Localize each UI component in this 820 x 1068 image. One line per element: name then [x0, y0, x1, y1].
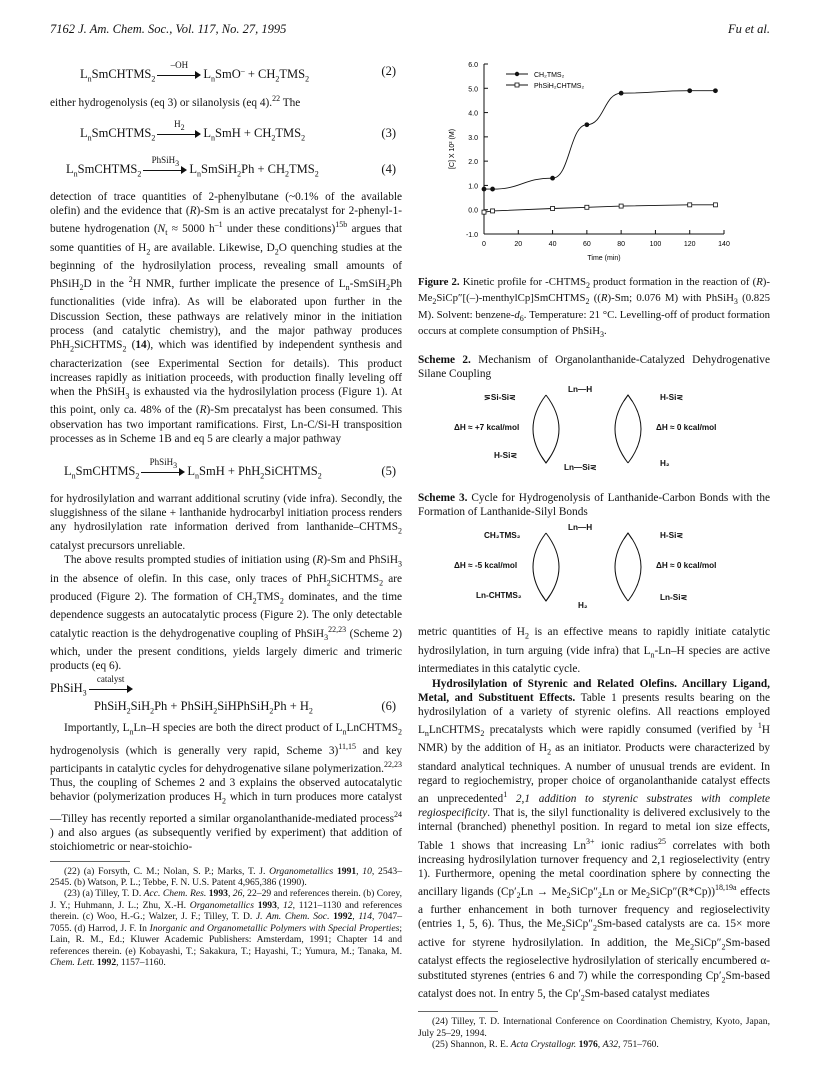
figure-2-chart — [418, 54, 770, 272]
series-ch2tms2-point — [584, 122, 589, 127]
y-tick-label: 1.0 — [468, 183, 478, 191]
series-ch2tms2-line — [484, 91, 715, 189]
equation-6: PhSiH$_3$ catalyst PhSiH$_2$SiH$_2$Ph + PhSiH$_2$SiHPhSiH$_2$Ph + $H_2$ (6) — [50, 674, 396, 716]
series-ch2tms2-point — [687, 88, 692, 93]
scheme-3-bottom: H₂ — [578, 601, 588, 611]
scheme-3-bottom-left: Ln-CHTMS₂ — [476, 591, 522, 601]
scheme-3-title: Scheme 3. Cycle for Hydrogenolysis of Lanthanide-Carbon Bonds with the Formation of Lanthanide-Silyl Bonds — [418, 492, 770, 519]
scheme-3-top-right: H-Si⋜ — [660, 531, 684, 541]
x-tick-label: 40 — [548, 241, 557, 248]
series-ch2tms2-point — [490, 187, 495, 192]
running-header-authors: Fu et al. — [727, 22, 770, 36]
scheme-3 — [418, 521, 770, 611]
paragraph-importantly: Importantly, $L_nLn-H$ species are both the direct product of $L_nLnCHTMS_2$ hydrogenolysis (which is generally very rapid, Scheme 3)$^{11,15}$ and key participants in catalytic cycles for dehydrogenative silane polymerization.$^{22,23}$ Thus, the coupling of Schemes 2 and 3 explains the observed autocatalytic behavior (polymerization produces $H_2$ which in turn produces more catalyst—Tilley has recently reported a similar organolanthanide-mediated process$^{24}$ ) and also argues (as subsequently verified by experiment) that addition of stoichiometric or near-stoichio- — [50, 722, 403, 854]
scheme-3-delta-left: ΔH ≈ -5 kcal/mol — [454, 561, 518, 571]
paragraph-hydrosilylation: Hydrosilylation of Styrenic and Related Olefins. Ancillary Ligand, Metal, and Substituent Effects. Table 1 presents results bearing on the hydrosilylation of a variety of styrenic olefins. All reactions employed $L_nLnCHTMS_2$ precatalysts which were rapidly consumed (verified by $^1$H NMR) by the addition of $H_2$ as an initiator. Products were characterized by standard analytical techniques. A number of unusual trends are evident. In regard to regiochemistry, proper choice of organolanthanide catalyst effects an unprecedented$^1$ 2,1 addition to styrenic substrates with complete regiospecificity. That is, the silyl functionality is delivered exclusively to the internal (branched) phenethyl position. In regard to metal ion size effects, Table 1 shows that increasing $Ln^{3+}$ ionic radius$^{25}$ correlates with both increasing hydrosilylation turnover frequency and 2,1 regioselectivity (entry 1). Furthermore, opening the metal coordination sphere by connecting the ancillary ligands ($Cp'_2Ln$ → $Me_2SiCp''_2Ln$ or $Me_2SiCp''(R*Cp))^{18,19a}$ effects a further enhancement in both turnover frequency and regioselectivity (entries 1, 5, 6). Thus, the $Me_2SiCp''_2Sm$-based catalysts are ca. 15× more active for styrene hydrosilylation. In addition, the $Me_2SiCp''_2Sm$-based catalyst effects the regioselective hydrosilylation of sterically encumbered α-substituted styrenes (entries 6 and 7) while the corresponding $Cp'_2Sm$-based catalyst does not. In entry 5, the $Cp'_2Sm$-based catalyst mediates — [418, 677, 771, 1003]
footnote-23: (23) (a) Tilley, T. D. Acc. Chem. Res. 1993, 26, 22–29 and references therein. (b) Corey, J. Y.; Huhmann, J. L.; Zhu, X.-H. Organometallics 1993, 12, 1121–1130 and references therein. (c) Woo, H.-G.; Walzer, J. F.; Tilley, T. D. J. Am. Chem. Soc. 1992, 114, 7047–7055. (d) Harrod, J. F. In Inorganic and Organometallic Polymers with Special Properties; Lain, R. M., Ed.; Kluwer Academic Publishers: Amsterdam, 1991; Chapter 14 and references therein. (e) Kobayashi, T.; Sakakura, T.; Hayashi, T.; Yumura, M.; Tanaka, M. Chem. Lett. 1992, 1157–1160. — [50, 888, 403, 968]
x-tick-label: 100 — [649, 241, 662, 248]
footnote-rule-right — [418, 1011, 498, 1012]
paragraph-for: for hydrosilylation and warrant additional scrutiny (vide infra). Secondly, the sluggishness of the silane + lanthanide hydrocarbyl initiation process renders any hydrosilylation rate information derived from lanthanide–$CHTMS_2$ catalyst precursors unreliable. — [50, 493, 402, 552]
figure-2-caption: Figure 2. Kinetic profile for $-CHTMS_2$ product formation in the reaction of $(R)-Me_2SiCp''[(-)-menthylCp]SmCHTMS_2$ ((R)-Sm; 0.076 M) with PhSiH$_3$ (0.825 M). Solvent: benzene-$d_6$. Temperature: 21 °C. Levelling-off of product formation occurs at complete consumption of PhSiH$_3$. — [418, 276, 771, 340]
footnote-rule — [50, 861, 130, 862]
x-tick-label: 80 — [617, 241, 626, 248]
paragraph-detection: detection of trace quantities of 2-phenylbutane (~0.1% of the available olefin) and the evidence that (R)-Sm is an active precatalyst for 2-phenyl-1-butene hydrogenation ($N_t \approx 5000$ $h^{-1}$ under these conditions)$^{15b}$ argues that some quantities of $H_2$ are available. Likewise, $D_2O$ quenching studies at the beginning of the hydrosilylation process, revealing small amounts of PhSiH$_2$D in the $^2$H NMR, further implicate the presence of $L_n-SmSiH_2Ph$ functionalities (vide infra). As will be elaborated upon further in the Discussion Section, these pathways are relatively minor in the initiation process (and catalytic chemistry), and the major pathway produces PhH$_2$SiCHTMS$_2$ (14), which was identified by independent synthesis and characterization (see Experimental Section for details). This product increases rapidly as initiation proceeds, with production finally leveling off when the PhSiH$_3$ is exhausted via the hydrosilylation process (Figure 1). At this point, only ca. 48% of the (R)-Sm precatalyst has been consumed. This observation has two important ramifications. First, Ln-C/Si-H transposition processes as in Scheme 1B and eq 5 are clearly a major pathway — [50, 190, 402, 445]
paragraph-above: The above results prompted studies of initiation using (R)-Sm and PhSiH$_3$ in the absence of olefin. In this case, only traces of PhH$_2$SiCHTMS$_2$ are produced (Figure 2). The formation of $CH_2TMS_2$ dominates, and the time dependence suggests an autocatalytic process (Figure 2). The only detectable catalytic reaction is the dehydrogenative coupling of PhSiH$_3^{22,23}$ (Scheme 2) which, under the present conditions, yields largely dimeric and trimeric products (eq 6). — [50, 554, 403, 673]
scheme-2-bottom: Ln—Si⋜ — [564, 463, 597, 473]
y-tick-label: 0.0 — [468, 207, 478, 215]
series-ch2tms2-point — [619, 91, 624, 96]
scheme-2-top-right: H-Si⋜ — [660, 393, 684, 403]
y-tick-label: 4.0 — [468, 110, 478, 118]
series-phsih2chtms2-point — [551, 207, 555, 211]
y-tick-label: 6.0 — [468, 62, 478, 69]
scheme-2-bottom-left: H-Si⋜ — [494, 451, 518, 461]
legend-label-2: PhSiH₂CHTMS₂ — [534, 83, 585, 90]
y-tick-label: 5.0 — [468, 86, 478, 94]
footnote-25: (25) Shannon, R. E. Acta Crystallogr. 1976, A32, 751–760. — [432, 1039, 659, 1051]
x-tick-label: 120 — [683, 241, 696, 248]
equation-2: $L_nSmCHTMS_2$ –OH $L_nSmO^- + CH_2TMS_2$ (2) — [80, 60, 396, 84]
scheme-3-top: Ln—H — [568, 523, 593, 533]
running-header: 7162 J. Am. Chem. Soc., Vol. 117, No. 27, 1995 — [50, 22, 287, 36]
scheme-2-delta-left: ΔH ≈ +7 kcal/mol — [454, 423, 520, 433]
x-tick-label: 60 — [582, 241, 591, 248]
footnote-22: (22) (a) Forsyth, C. M.; Nolan, S. P.; Marks, T. J. Organometallics 1991, 10, 2543–2545. (b) Watson, P. L.; Tebbe, F. N. U.S. Patent 4,965,386 (1990). — [50, 865, 403, 889]
scheme-2 — [418, 383, 770, 473]
equation-4: $L_nSmCHTMS_2$ PhSiH$_3$ $L_nSmSiH_2Ph + CH_2TMS_2$ (4) — [66, 155, 396, 179]
legend-label-1: CH₂TMS₂ — [534, 72, 565, 79]
legend-marker-2 — [515, 83, 519, 87]
scheme-3-delta-right: ΔH ≈ 0 kcal/mol — [656, 561, 717, 571]
scheme-3-bottom-right: Ln-Si⋜ — [660, 593, 688, 603]
x-axis-label: Time (min) — [587, 255, 621, 262]
series-phsih2chtms2-point — [688, 203, 692, 207]
series-ch2tms2-point — [713, 88, 718, 93]
y-axis-label: [C] X 10² (M) — [449, 128, 456, 170]
legend-marker-1 — [515, 72, 519, 76]
x-tick-label: 140 — [718, 241, 730, 248]
footnote-24: (24) Tilley, T. D. International Conference on Coordination Chemistry, Kyoto, Japan, July 25–29, 1994. — [418, 1016, 770, 1039]
series-phsih2chtms2-line — [484, 205, 715, 212]
series-phsih2chtms2-point — [585, 205, 589, 209]
scheme-2-title: Scheme 2. Mechanism of Organolanthanide-Catalyzed Dehydrogenative Silane Coupling — [418, 354, 770, 381]
x-tick-label: 20 — [514, 241, 523, 248]
scheme-2-bottom-right: H₂ — [660, 459, 670, 469]
y-tick-label: 2.0 — [468, 159, 478, 167]
series-phsih2chtms2-point — [482, 210, 486, 214]
series-phsih2chtms2-point — [491, 209, 495, 213]
x-tick-label: 0 — [482, 241, 486, 248]
scheme-2-top: Ln—H — [568, 385, 593, 395]
equation-5: $L_nSmCHTMS_2$ PhSiH$_3$ $L_nSmH$ + PhH$_2$SiCHTMS$_2$ (5) — [64, 457, 396, 481]
scheme-2-top-left: ⋝Si-Si⋜ — [484, 393, 516, 403]
right-column — [418, 54, 770, 1051]
series-phsih2chtms2-point — [619, 204, 623, 208]
equation-3: $L_nSmCHTMS_2$ $H_2$ $L_nSmH + CH_2TMS_2$ (3) — [80, 119, 396, 143]
left-column — [50, 54, 402, 968]
scheme-3-top-left: CH₂TMS₂ — [484, 531, 521, 541]
paragraph-either: either hydrogenolysis (eq 3) or silanolysis (eq 4).$^{22}$ The — [50, 94, 301, 109]
y-tick-label: 3.0 — [468, 134, 478, 142]
series-phsih2chtms2-point — [713, 203, 717, 207]
scheme-2-delta-right: ΔH ≈ 0 kcal/mol — [656, 423, 717, 433]
series-ch2tms2-point — [482, 187, 487, 192]
series-ch2tms2-point — [550, 176, 555, 181]
paragraph-metric: metric quantities of $H_2$ is an effective means to rapidly initiate catalytic hydrosilylation, in turn arguing (vide infra) that $L_n-Ln-H$ species are active intermediates in this catalytic cycle. — [418, 626, 770, 676]
y-tick-label: -1.0 — [465, 232, 478, 239]
chart-svg — [418, 54, 770, 272]
